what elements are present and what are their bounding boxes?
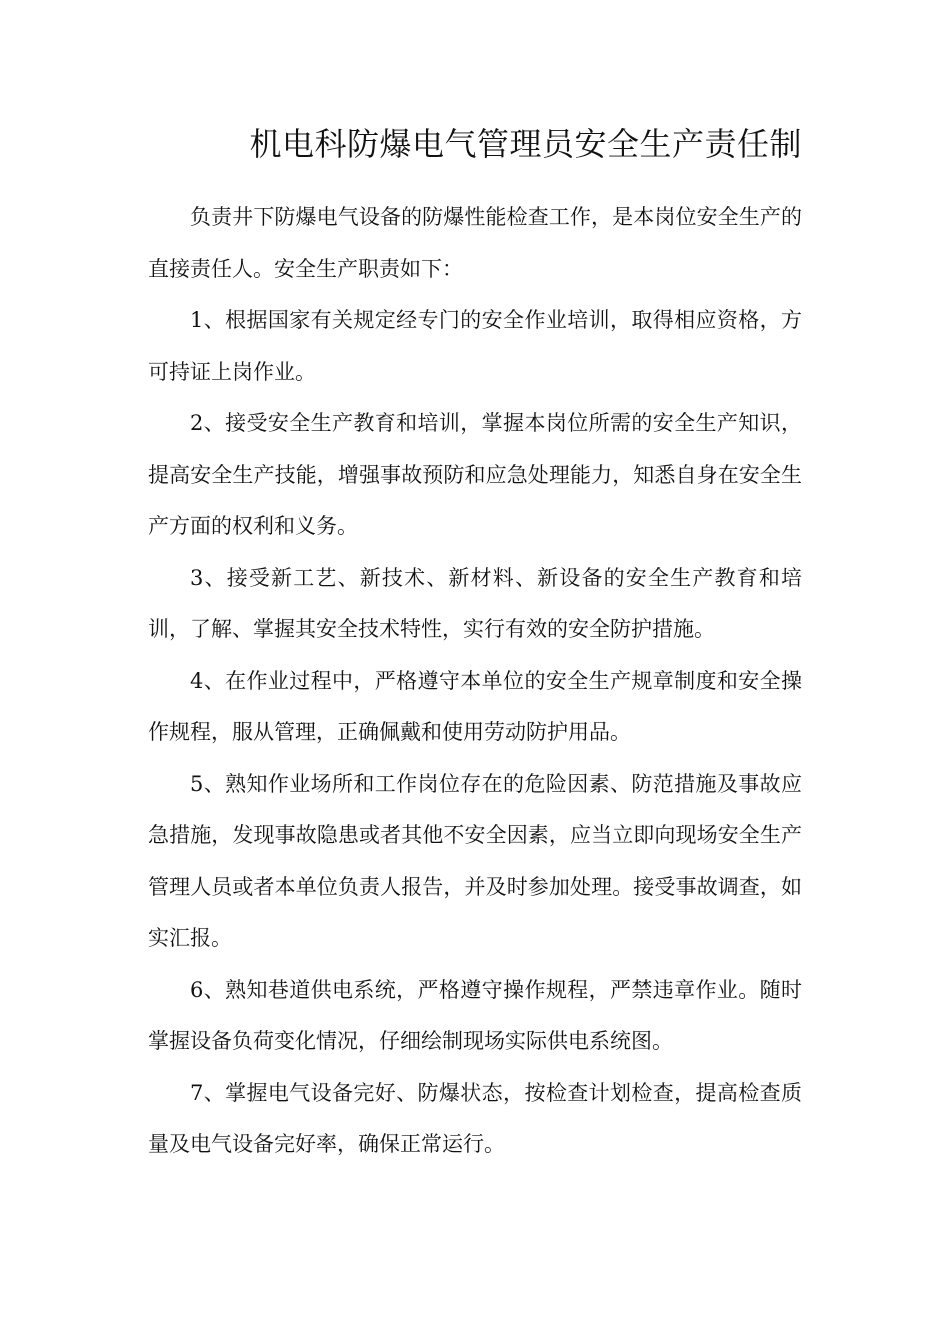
document-body [148,192,802,1171]
duty-item-3: 3、接受新工艺、新技术、新材料、新设备的安全生产教育和培训，了解、掌握其安全技术特性，实行有效的安全防护措施。 [148,565,802,641]
document-title: 机电科防爆电气管理员安全生产责任制 [249,125,802,163]
duty-item-1: 1、根据国家有关规定经专门的安全作业培训，取得相应资格，方可持证上岗作业。 [148,308,802,384]
duty-item-6: 6、熟知巷道供电系统，严格遵守操作规程，严禁违章作业。随时掌握设备负荷变化情况，仔细绘制现场实际供电系统图。 [148,977,802,1053]
duty-item-2: 2、接受安全生产教育和培训，掌握本岗位所需的安全生产知识，提高安全生产技能，增强事故预防和应急处理能力，知悉自身在安全生产方面的权利和义务。 [148,411,802,538]
intro-paragraph: 负责井下防爆电气设备的防爆性能检查工作，是本岗位安全生产的直接责任人。安全生产职责如下： [148,205,802,281]
duty-item-5: 5、熟知作业场所和工作岗位存在的危险因素、防范措施及事故应急措施，发现事故隐患或者其他不安全因素，应当立即向现场安全生产管理人员或者本单位负责人报告，并及时参加处理。接受事故调查，如实汇报。 [148,771,802,950]
duty-item-7: 7、掌握电气设备完好、防爆状态，按检查计划检查，提高检查质量及电气设备完好率，确保正常运行。 [148,1080,802,1156]
duty-item-4: 4、在作业过程中，严格遵守本单位的安全生产规章制度和安全操作规程，服从管理，正确佩戴和使用劳动防护用品。 [148,668,802,744]
